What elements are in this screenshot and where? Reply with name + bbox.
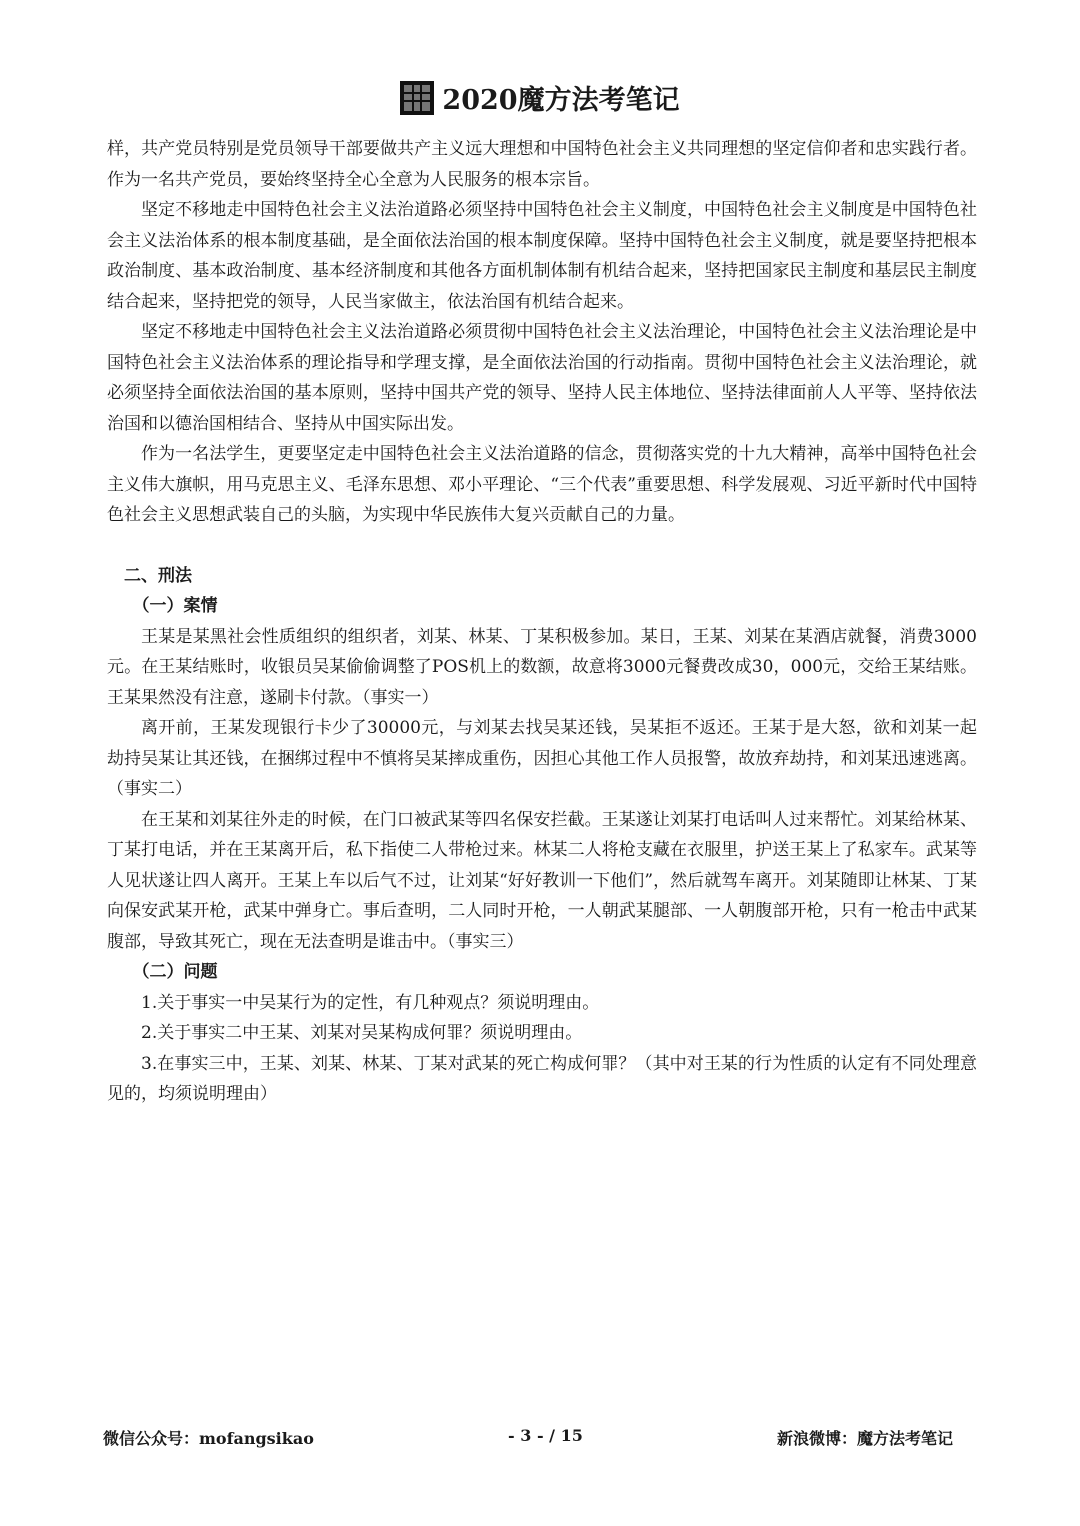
case-paragraph: 在王某和刘某往外走的时候，在门口被武某等四名保安拦截。王某遂让刘某打电话叫人过来帮忙。刘某给林某、丁某打电话，并在王某离开后，私下指使二人带枪过来。林某二人将枪支藏在衣服里，护送王某上了私家车。武某等人见状遂让四人离开。王某上车以后气不过，让刘某“好好教训一下他们”，然后就驾车离开。刘某随即让林某、丁某向保安武某开枪，武某中弹身亡。事后查明，二人同时开枪，一人朝武某腿部、一人朝腹部开枪，只有一枪击中武某腹部，导致其死亡，现在无法查明是谁击中。（事实三） xyxy=(107,809,977,952)
page-header xyxy=(0,78,1080,119)
page-title: 2020魔方法考笔记 xyxy=(442,85,680,116)
case-paragraph: 离开前，王某发现银行卡少了30000元，与刘某去找吴某还钱，吴某拒不返还。王某于是大怒，欲和刘某一起劫持吴某让其还钱，在捆绑过程中不慎将吴某摔成重伤，因担心其他工作人员报警，故放弃劫持，和刘某迅速逃离。（事实二） xyxy=(107,718,977,799)
question-item: 1.关于事实一中吴某行为的定性，有几种观点？须说明理由。 xyxy=(141,992,600,1013)
section-heading: 二、刑法 xyxy=(124,565,192,586)
case-paragraph: 王某是某黑社会性质组织的组织者，刘某、林某、丁某积极参加。某日，王某、刘某在某酒店就餐，消费3000元。在王某结账时，收银员吴某偷偷调整了POS机上的数额，故意将3000元餐费改成30，000元，交给王某结账。王某果然没有注意，遂刷卡付款。（事实一） xyxy=(107,626,977,708)
subsection-heading: （二）问题 xyxy=(132,962,218,982)
paragraph: 坚定不移地走中国特色社会主义法治道路必须坚持中国特色社会主义制度，中国特色社会主义制度是中国特色社会主义法治体系的根本制度基础，是全面依法治国的根本制度保障。坚持中国特色社会主义制度，就是要坚持把根本政治制度、基本政治制度、基本经济制度和其他各方面机制体制有机结合起来，坚持把国家民主制度和基层民主制度结合起来，坚持把党的领导，人民当家做主，依法治国有机结合起来。 xyxy=(107,200,977,312)
paragraph: 样，共产党员特别是党员领导干部要做共产主义远大理想和中国特色社会主义共同理想的坚定信仰者和忠实践行者。作为一名共产党员，要始终坚持全心全意为人民服务的根本宗旨。 xyxy=(107,139,977,190)
weibo-account: 新浪微博：魔方法考笔记 xyxy=(776,1429,953,1448)
document-body xyxy=(107,134,977,1110)
question-item: 3.在事实三中，王某、刘某、林某、丁某对武某的死亡构成何罪？（其中对王某的行为性质的认定有不同处理意见的，均须说明理由） xyxy=(107,1053,977,1104)
paragraph: 坚定不移地走中国特色社会主义法治道路必须贯彻中国特色社会主义法治理论，中国特色社会主义法治理论是中国特色社会主义法治体系的理论指导和学理支撑，是全面依法治国的行动指南。贯彻中国特色社会主义法治理论，就必须坚持全面依法治国的基本原则，坚持中国共产党的领导、坚持人民主体地位、坚持法律面前人人平等、坚持依法治国和以德治国相结合、坚持从中国实际出发。 xyxy=(107,322,977,434)
page-footer xyxy=(103,1426,953,1449)
page-number: - 3 - / 15 xyxy=(508,1426,583,1445)
wechat-account: 微信公众号：mofangsikao xyxy=(103,1429,314,1448)
subsection-heading: （一）案情 xyxy=(132,596,218,616)
rubiks-cube-icon xyxy=(400,81,434,115)
question-item: 2.关于事实二中王某、刘某对吴某构成何罪？须说明理由。 xyxy=(141,1023,583,1043)
paragraph: 作为一名法学生，更要坚定走中国特色社会主义法治道路的信念，贯彻落实党的十九大精神，高举中国特色社会主义伟大旗帜，用马克思主义、毛泽东思想、邓小平理论、“三个代表”重要思想、科学发展观、习近平新时代中国特色社会主义思想武装自己的头脑，为实现中华民族伟大复兴贡献自己的力量。 xyxy=(107,444,977,525)
